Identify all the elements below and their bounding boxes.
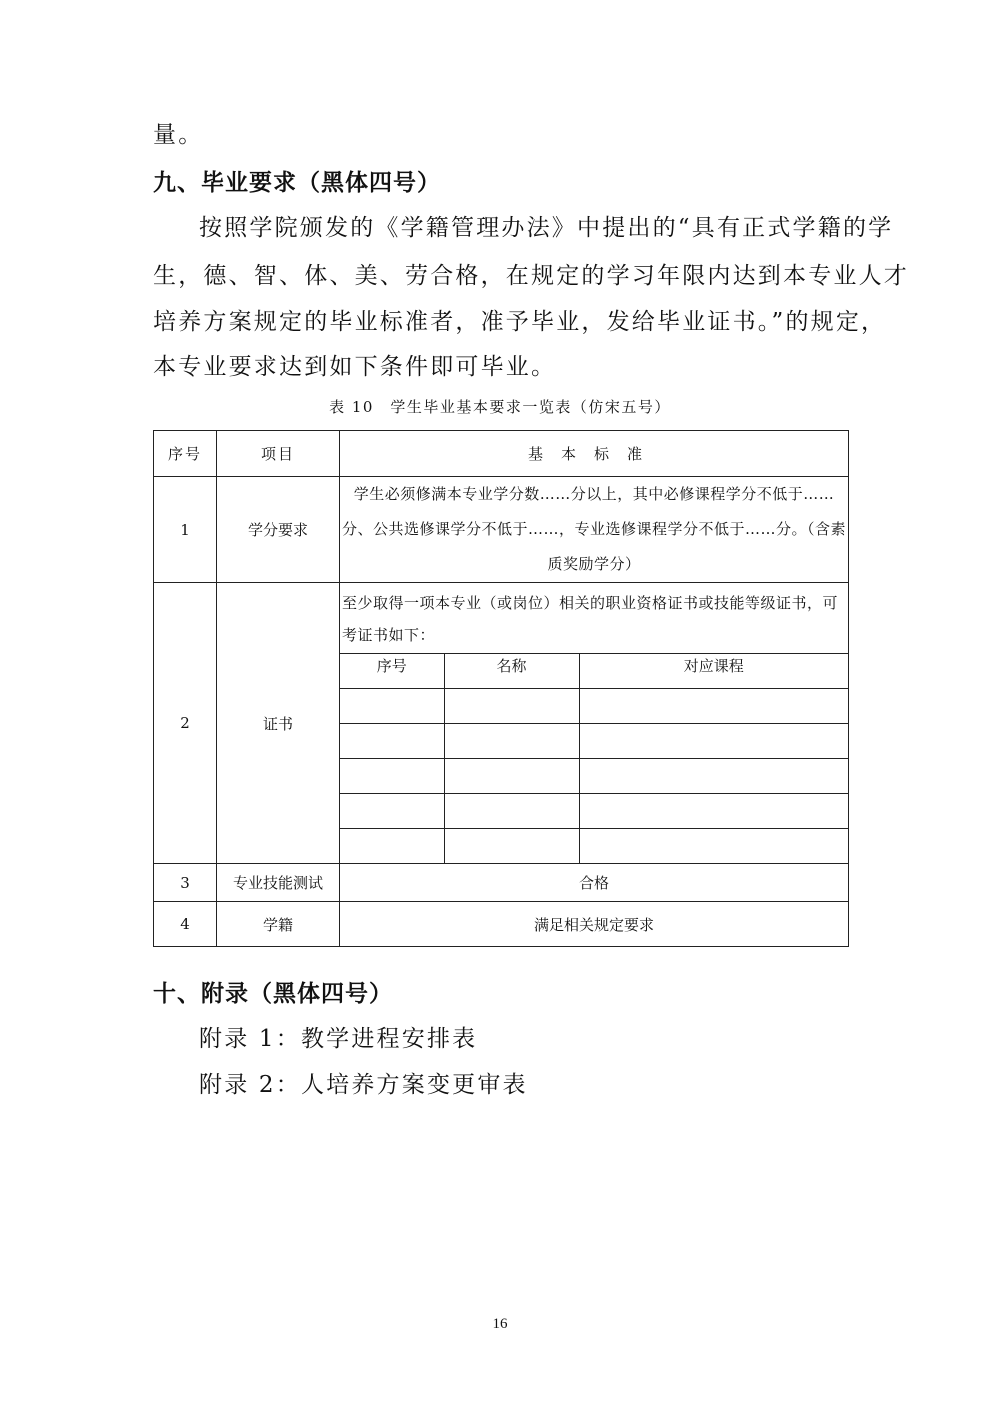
row-standard: 合格 [340,864,849,902]
paragraph-line-1: 按照学院颁发的《学籍管理办法》中提出的“具有正式学籍的学 [199,215,894,241]
row-no: 1 [154,477,217,583]
appendix-item: 附录 2：人培养方案变更审表 [199,1072,528,1098]
paragraph-line-3: 培养方案规定的毕业标准者，准予毕业，发给毕业证书。”的规定， [153,309,887,335]
cert-cell [444,794,579,829]
header-item: 项目 [217,431,340,477]
header-standard: 基本标准 [340,431,849,477]
row-item: 学分要求 [217,477,340,583]
cert-intro-text: 至少取得一项本专业（或岗位）相关的职业资格证书或技能等级证书，可考证书如下： [342,594,839,644]
cert-cell [579,794,848,829]
row-item: 学籍 [217,902,340,947]
cert-cell [340,689,444,724]
cert-cell [579,829,848,864]
table-row [154,864,849,902]
table-caption: 表 10 学生毕业基本要求一览表（仿宋五号） [329,398,671,416]
row-item: 专业技能测试 [217,864,340,902]
appendix-item: 附录 1：教学进程安排表 [199,1026,478,1052]
cert-row [340,794,848,829]
cert-cell [444,689,579,724]
graduation-requirements-table [153,430,849,947]
cert-header-no: 序号 [340,654,444,689]
section-heading-appendix: 十、附录（黑体四号） [153,981,393,1007]
cert-header-name: 名称 [444,654,579,689]
paragraph-line-2: 生，德、智、体、美、劳合格，在规定的学习年限内达到本专业人才 [153,263,909,289]
table-row [154,477,849,583]
table-header-row [154,431,849,477]
cert-cell [444,724,579,759]
cert-cell [579,689,848,724]
row-standard: 学生必须修满本专业学分数……分以上，其中必修课程学分不低于……分、公共选修课学分不低于……，专业选修课程学分不低于……分。（含素质奖励学分） [340,477,849,583]
cert-cell [579,724,848,759]
certificate-table [340,653,848,863]
cert-row [340,759,848,794]
cert-cell [340,794,444,829]
cert-cell [340,724,444,759]
table-row [154,902,849,947]
paragraph-line-4: 本专业要求达到如下条件即可毕业。 [153,354,557,380]
row-no: 2 [154,583,217,864]
page-number: 16 [492,1316,508,1332]
row-standard: 满足相关规定要求 [340,902,849,947]
cert-cell [579,759,848,794]
cert-cell [340,759,444,794]
cert-cell [444,759,579,794]
cert-header-course: 对应课程 [579,654,848,689]
cert-header-row [340,654,848,689]
header-no: 序号 [154,431,217,477]
table-row [154,583,849,864]
section-heading-graduation: 九、毕业要求（黑体四号） [153,170,441,196]
row-no: 3 [154,864,217,902]
continued-text: 量。 [153,122,204,148]
row-item: 证书 [217,583,340,864]
cert-row [340,724,848,759]
cert-row [340,689,848,724]
row-no: 4 [154,902,217,947]
cert-cell [340,829,444,864]
cert-cell [444,829,579,864]
row-standard-cert [340,583,849,864]
cert-row [340,829,848,864]
